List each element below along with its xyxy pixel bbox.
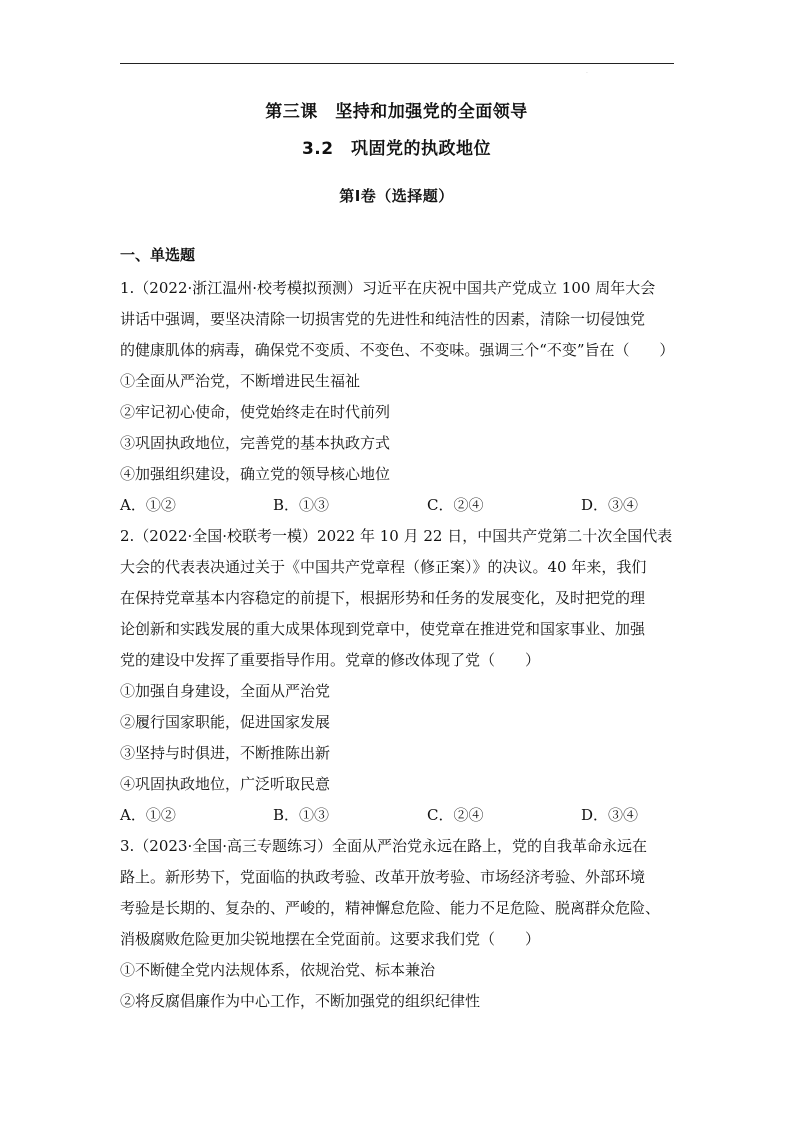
question-line: 2.（2022·全国·校联考一模）2022 年 10 月 22 日，中国共产党第二十次全国代表 xyxy=(120,527,673,545)
question-line: 1.（2022·浙江温州·校考模拟预测）习近平在庆祝中国共产党成立 100 周年大会 xyxy=(120,279,656,297)
option-c[interactable]: C．②④ xyxy=(427,496,484,514)
option-b[interactable]: B．①③ xyxy=(273,806,330,824)
statement-item: ③巩固执政地位，完善党的基本执政方式 xyxy=(120,434,391,452)
statement-item: ④加强组织建设，确立党的领导核心地位 xyxy=(120,465,391,483)
option-c[interactable]: C．②④ xyxy=(427,806,484,824)
option-b[interactable]: B．①③ xyxy=(273,496,330,514)
option-d[interactable]: D．③④ xyxy=(581,496,639,514)
question-line: 考验是长期的、复杂的、严峻的，精神懈怠危险、能力不足危险、脱离群众危险、 xyxy=(120,899,661,917)
question-line: 在保持党章基本内容稳定的前提下，根据形势和任务的发展变化，及时把党的理 xyxy=(120,589,646,607)
header-rule xyxy=(120,63,674,64)
lesson-title: 第三课 坚持和加强党的全面领导 xyxy=(265,102,528,122)
statement-item: ②牢记初心使命，使党始终走在时代前列 xyxy=(120,403,391,421)
question-line: 讲话中强调，要坚决清除一切损害党的先进性和纯洁性的因素，清除一切侵蚀党 xyxy=(120,310,646,328)
statement-item: ④巩固执政地位，广泛听取民意 xyxy=(120,775,331,793)
volume-title: 第I卷（选择题） xyxy=(339,187,454,205)
option-a[interactable]: A．①② xyxy=(120,806,176,824)
statement-item: ②履行国家职能，促进国家发展 xyxy=(120,713,331,731)
question-line: 论创新和实践发展的重大成果体现到党章中，使党章在推进党和国家事业、加强 xyxy=(120,620,646,638)
question-line: 3.（2023·全国·高三专题练习）全面从严治党永远在路上，党的自我革命永远在 xyxy=(120,837,648,855)
section-title: 3.2 巩固党的执政地位 xyxy=(301,139,492,159)
statement-item: ①全面从严治党，不断增进民生福祉 xyxy=(120,372,361,390)
question-line: 消极腐败危险更加尖锐地摆在全党面前。这要求我们党（ ） xyxy=(120,930,541,948)
statement-item: ③坚持与时俱进，不断推陈出新 xyxy=(120,744,331,762)
question-line: 路上。新形势下，党面临的执政考验、改革开放考验、市场经济考验、外部环境 xyxy=(120,868,646,886)
answer-options xyxy=(120,805,674,825)
question-line: 的健康肌体的病毒，确保党不变质、不变色、不变味。强调三个“不变”旨在（ ） xyxy=(120,341,675,359)
statement-item: ①不断健全党内法规体系，依规治党、标本兼治 xyxy=(120,961,436,979)
answer-options xyxy=(120,495,674,515)
statement-item: ①加强自身建设，全面从严治党 xyxy=(120,682,331,700)
option-d[interactable]: D．③④ xyxy=(581,806,639,824)
statement-item: ②将反腐倡廉作为中心工作，不断加强党的组织纪律性 xyxy=(120,992,481,1010)
question-line: 大会的代表表决通过关于《中国共产党章程（修正案）》的决议。40 年来，我们 xyxy=(120,558,647,576)
option-a[interactable]: A．①② xyxy=(120,496,176,514)
question-line: 党的建设中发挥了重要指导作用。党章的修改体现了党（ ） xyxy=(120,651,541,669)
part-heading: 一、单选题 xyxy=(120,246,196,264)
corner-mark: · xyxy=(586,70,588,77)
